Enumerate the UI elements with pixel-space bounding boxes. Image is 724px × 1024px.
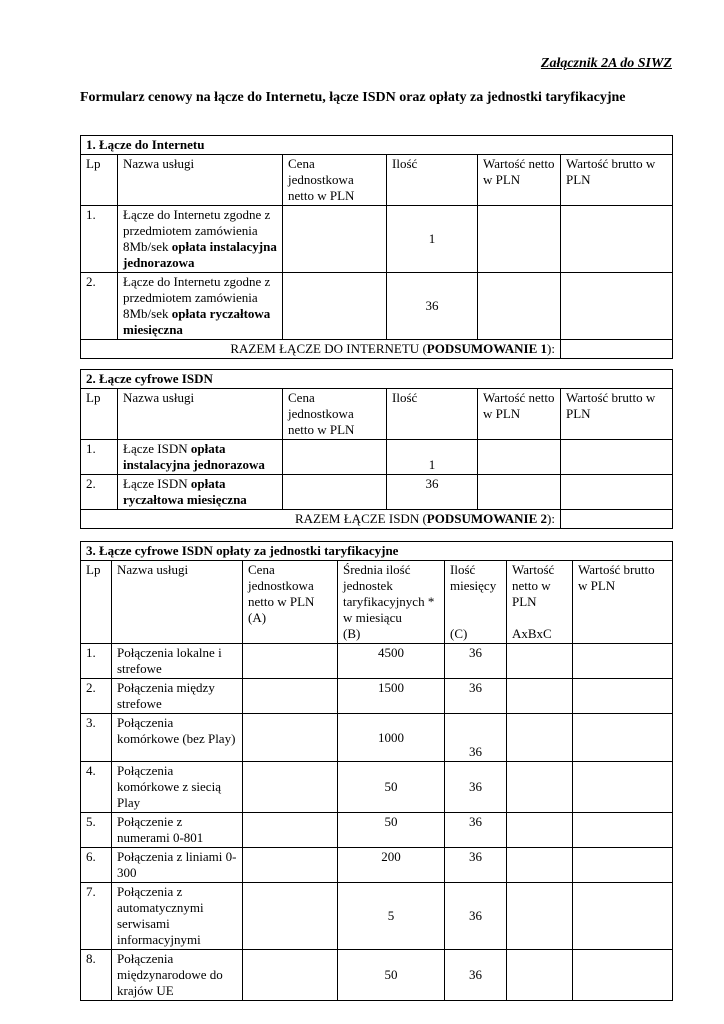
header-name: Nazwa usługi [118,389,283,440]
table-row [81,883,673,950]
summary-value-cell[interactable] [561,340,673,359]
row-units: 4500 [338,644,445,679]
unit-price-cell[interactable] [243,950,338,1001]
row-months: 36 [445,848,507,883]
row-name: Połączenie z numerami 0-801 [112,813,243,848]
unit-price-cell[interactable] [283,206,387,273]
unit-price-cell[interactable] [243,813,338,848]
unit-price-cell[interactable] [283,475,387,510]
gross-value-cell[interactable] [573,644,673,679]
net-value-cell[interactable] [507,883,573,950]
table-row [81,679,673,714]
net-value-cell[interactable] [478,475,561,510]
row-name: Łącze ISDN opłata ryczałtowa miesięczna [118,475,283,510]
row-units: 50 [338,813,445,848]
header-qty: Ilość [387,155,478,206]
row-lp: 1. [81,440,118,475]
row-name: Łącze do Internetu zgodne z przedmiotem zamówienia 8Mb/sek opłata instalacyjna jednorazowa [118,206,283,273]
table-row [81,644,673,679]
header-name: Nazwa usługi [118,155,283,206]
gross-value-cell[interactable] [561,206,673,273]
row-lp: 5. [81,813,112,848]
row-lp: 2. [81,679,112,714]
form-title: Formularz cenowy na łącze do Internetu, łącze ISDN oraz opłaty za jednostki taryfikacyjne [80,90,626,105]
row-units: 1000 [338,714,445,762]
table-row [81,273,673,340]
header-unit-price: Cena jednostkowa netto w PLN (A) [243,561,338,644]
row-units: 50 [338,950,445,1001]
summary-label: RAZEM ŁĄCZE ISDN (PODSUMOWANIE 2): [81,510,561,529]
net-value-cell[interactable] [507,644,573,679]
summary-label: RAZEM ŁĄCZE DO INTERNETU (PODSUMOWANIE 1): [81,340,561,359]
gross-value-cell[interactable] [561,475,673,510]
annex-label: Załącznik 2A do SIWZ [540,56,672,71]
row-name: Połączenia lokalne i strefowe [112,644,243,679]
unit-price-cell[interactable] [243,644,338,679]
gross-value-cell[interactable] [573,679,673,714]
net-value-cell[interactable] [507,848,573,883]
gross-value-cell[interactable] [573,848,673,883]
row-name: Łącze do Internetu zgodne z przedmiotem zamówienia 8Mb/sek opłata ryczałtowa miesięczna [118,273,283,340]
row-lp: 7. [81,883,112,950]
unit-price-cell[interactable] [243,714,338,762]
row-units: 50 [338,762,445,813]
net-value-cell[interactable] [507,714,573,762]
row-name: Połączenia z automatycznymi serwisami informacyjnymi [112,883,243,950]
table-row [81,475,673,510]
row-qty: 36 [387,475,478,510]
net-value-cell[interactable] [478,440,561,475]
gross-value-cell[interactable] [573,714,673,762]
row-name: Połączenia między strefowe [112,679,243,714]
row-months: 36 [445,714,507,762]
gross-value-cell[interactable] [561,440,673,475]
section3-title: 3. Łącze cyfrowe ISDN opłaty za jednostki taryfikacyjne [81,542,673,561]
header-months: Ilość miesięcy (C) [445,561,507,644]
row-lp: 8. [81,950,112,1001]
table-row [81,714,673,762]
gross-value-cell[interactable] [561,273,673,340]
row-months: 36 [445,813,507,848]
unit-price-cell[interactable] [283,440,387,475]
header-qty: Ilość [387,389,478,440]
row-lp: 2. [81,475,118,510]
header-unit-price: Cena jednostkowa netto w PLN [283,389,387,440]
gross-value-cell[interactable] [573,950,673,1001]
unit-price-cell[interactable] [243,883,338,950]
gross-value-cell[interactable] [573,762,673,813]
row-name: Połączenia komórkowe (bez Play) [112,714,243,762]
unit-price-cell[interactable] [243,679,338,714]
table-row [81,848,673,883]
row-lp: 2. [81,273,118,340]
header-net: Wartość netto w PLN [478,155,561,206]
unit-price-cell[interactable] [243,762,338,813]
table-row [81,950,673,1001]
header-lp: Lp [81,561,112,644]
row-months: 36 [445,950,507,1001]
gross-value-cell[interactable] [573,883,673,950]
header-net: Wartość netto w PLN AxBxC [507,561,573,644]
row-lp: 1. [81,644,112,679]
section2-title: 2. Łącze cyfrowe ISDN [81,370,673,389]
isdn-price-table [80,369,673,529]
row-lp: 6. [81,848,112,883]
net-value-cell[interactable] [478,273,561,340]
tariff-units-table [80,541,673,1001]
table-row [81,762,673,813]
unit-price-cell[interactable] [283,273,387,340]
row-lp: 1. [81,206,118,273]
row-units: 1500 [338,679,445,714]
row-qty: 1 [387,206,478,273]
row-months: 36 [445,679,507,714]
header-gross: Wartość brutto w PLN [561,155,673,206]
net-value-cell[interactable] [507,762,573,813]
row-name: Połączenia komórkowe z siecią Play [112,762,243,813]
row-lp: 4. [81,762,112,813]
header-net: Wartość netto w PLN [478,389,561,440]
row-months: 36 [445,762,507,813]
header-name: Nazwa usługi [112,561,243,644]
internet-price-table [80,135,673,359]
unit-price-cell[interactable] [243,848,338,883]
row-name: Połączenia międzynarodowe do krajów UE [112,950,243,1001]
section1-title: 1. Łącze do Internetu [81,136,673,155]
header-lp: Lp [81,155,118,206]
gross-value-cell[interactable] [573,813,673,848]
row-months: 36 [445,644,507,679]
header-gross: Wartość brutto w PLN [561,389,673,440]
net-value-cell[interactable] [478,206,561,273]
table-row [81,206,673,273]
header-unit-price: Cena jednostkowa netto w PLN [283,155,387,206]
table-row [81,440,673,475]
row-lp: 3. [81,714,112,762]
row-units: 5 [338,883,445,950]
summary-value-cell[interactable] [561,510,673,529]
header-lp: Lp [81,389,118,440]
row-qty: 1 [387,440,478,475]
row-name: Połączenia z liniami 0-300 [112,848,243,883]
net-value-cell[interactable] [507,950,573,1001]
row-qty: 36 [387,273,478,340]
table-row [81,813,673,848]
row-name: Łącze ISDN opłata instalacyjna jednorazowa [118,440,283,475]
header-avg-units: Średnia ilość jednostek taryfikacyjnych * w miesiącu (B) [338,561,445,644]
net-value-cell[interactable] [507,679,573,714]
header-gross: Wartość brutto w PLN [573,561,673,644]
row-months: 36 [445,883,507,950]
net-value-cell[interactable] [507,813,573,848]
row-units: 200 [338,848,445,883]
